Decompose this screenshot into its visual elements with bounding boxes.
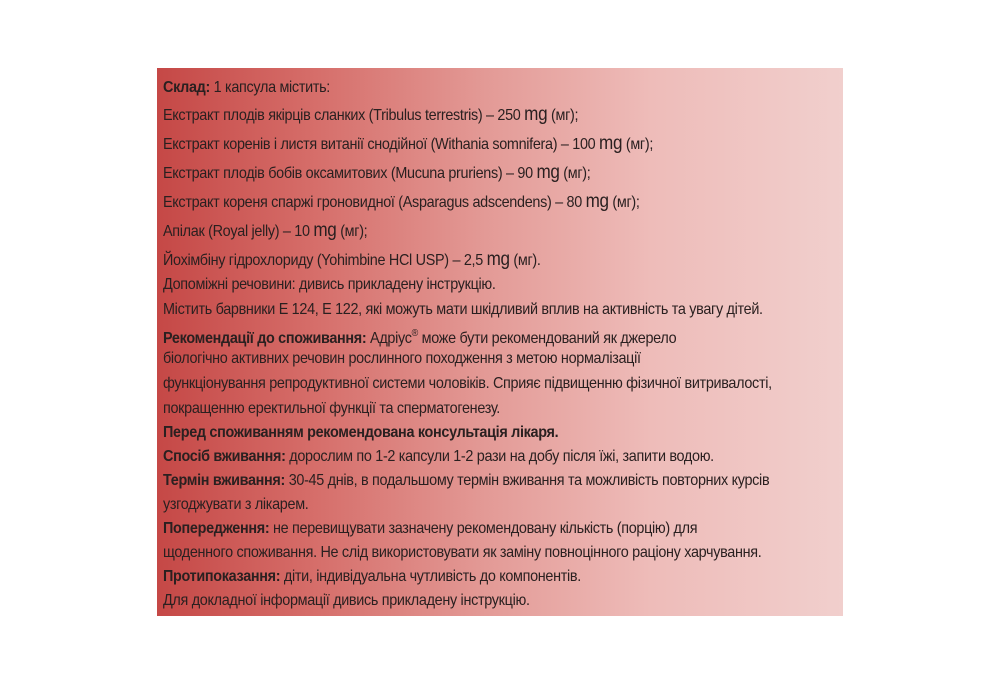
ingredient-text: Йохімбіну гідрохлориду (Yohimbine HCl USP) – 2,5 <box>163 252 487 269</box>
ingredient-unit: mg <box>486 249 510 270</box>
ingredient-text: Екстракт плодів бобів оксамитових (Mucuna pruriens) – 90 <box>163 165 537 182</box>
ingredient-unit: mg <box>599 133 623 154</box>
warning-text: не перевищувати зазначену рекомендовану кількість (порцію) для <box>269 520 698 537</box>
warning-label: Попередження: <box>163 520 270 537</box>
ingredient-line <box>163 219 367 243</box>
warning-line-2: щоденного споживання. Не слід використовувати як заміну повноцінного раціону харчування. <box>163 544 762 561</box>
ingredient-unit: mg <box>313 220 337 241</box>
recommendations-line-2: біологічно активних речовин рослинного походження з метою нормалізації <box>163 350 641 367</box>
term-line-2: узгоджувати з лікарем. <box>163 496 309 513</box>
ingredient-line <box>163 161 590 185</box>
dyes-warning: Містить барвники Е 124, Е 122, які можуть мати шкідливий вплив на активність та увагу дітей. <box>163 301 763 318</box>
ingredient-text: Апілак (Royal jelly) – 10 <box>163 223 314 240</box>
composition-intro: 1 капсула містить: <box>209 79 330 96</box>
ingredient-suffix: (мг); <box>608 194 640 211</box>
ingredient-line <box>163 132 653 156</box>
term-label: Термін вживання: <box>163 472 286 489</box>
consultation-text: Перед споживанням рекомендована консультація лікаря. <box>163 424 559 441</box>
footer-note: Для докладної інформації дивись прикладену інструкцію. <box>163 592 530 609</box>
term-line-1 <box>163 469 769 493</box>
registered-mark: ® <box>411 328 418 339</box>
ingredient-unit: mg <box>585 191 609 212</box>
recommendations-line-1 <box>163 322 676 346</box>
ingredient-unit: mg <box>524 104 548 125</box>
usage-line <box>163 445 714 469</box>
ingredient-line <box>163 103 578 127</box>
ingredient-suffix: (мг); <box>547 107 579 124</box>
ingredient-suffix: (мг); <box>559 165 591 182</box>
ingredient-suffix: (мг). <box>509 252 541 269</box>
ingredient-text: Екстракт плодів якірців сланких (Tribulus terrestris) – 250 <box>163 107 525 124</box>
ingredient-text: Екстракт коренів і листя витанії снодійної (Withania somnifera) – 100 <box>163 136 600 153</box>
contraindications-text: діти, індивідуальна чутливість до компонентів. <box>280 568 581 585</box>
recommendations-label: Рекомендації до споживання: <box>163 330 367 347</box>
ingredient-suffix: (мг); <box>622 136 654 153</box>
ingredient-suffix: (мг); <box>336 223 368 240</box>
brand-name: Адріус <box>366 330 412 347</box>
label-text-panel <box>157 68 843 616</box>
term-text: 30-45 днів, в подальшому термін вживання та можливість повторних курсів <box>285 472 770 489</box>
ingredient-line <box>163 190 640 214</box>
ingredient-unit: mg <box>536 162 560 183</box>
consultation-notice <box>163 421 558 445</box>
contraindications-line <box>163 565 581 589</box>
recommendations-text: може бути рекомендований як джерело <box>417 330 677 347</box>
recommendations-line-3: функціонування репродуктивної системи чоловіків. Сприяє підвищенню фізичної витривалості, <box>163 375 772 392</box>
auxiliary-substances: Допоміжні речовини: дивись прикладену інструкцію. <box>163 276 496 293</box>
contraindications-label: Протипоказання: <box>163 568 281 585</box>
warning-line-1 <box>163 517 697 541</box>
usage-text: дорослим по 1-2 капсули 1-2 рази на добу після їжі, запити водою. <box>285 448 714 465</box>
ingredient-text: Екстракт кореня спаржі гроновидної (Asparagus adscendens) – 80 <box>163 194 586 211</box>
composition-heading <box>163 76 330 100</box>
usage-label: Спосіб вживання: <box>163 448 286 465</box>
recommendations-line-4: покращенню еректильної функції та сперматогенезу. <box>163 400 500 417</box>
ingredient-line <box>163 248 541 272</box>
composition-label: Склад: <box>163 79 210 96</box>
